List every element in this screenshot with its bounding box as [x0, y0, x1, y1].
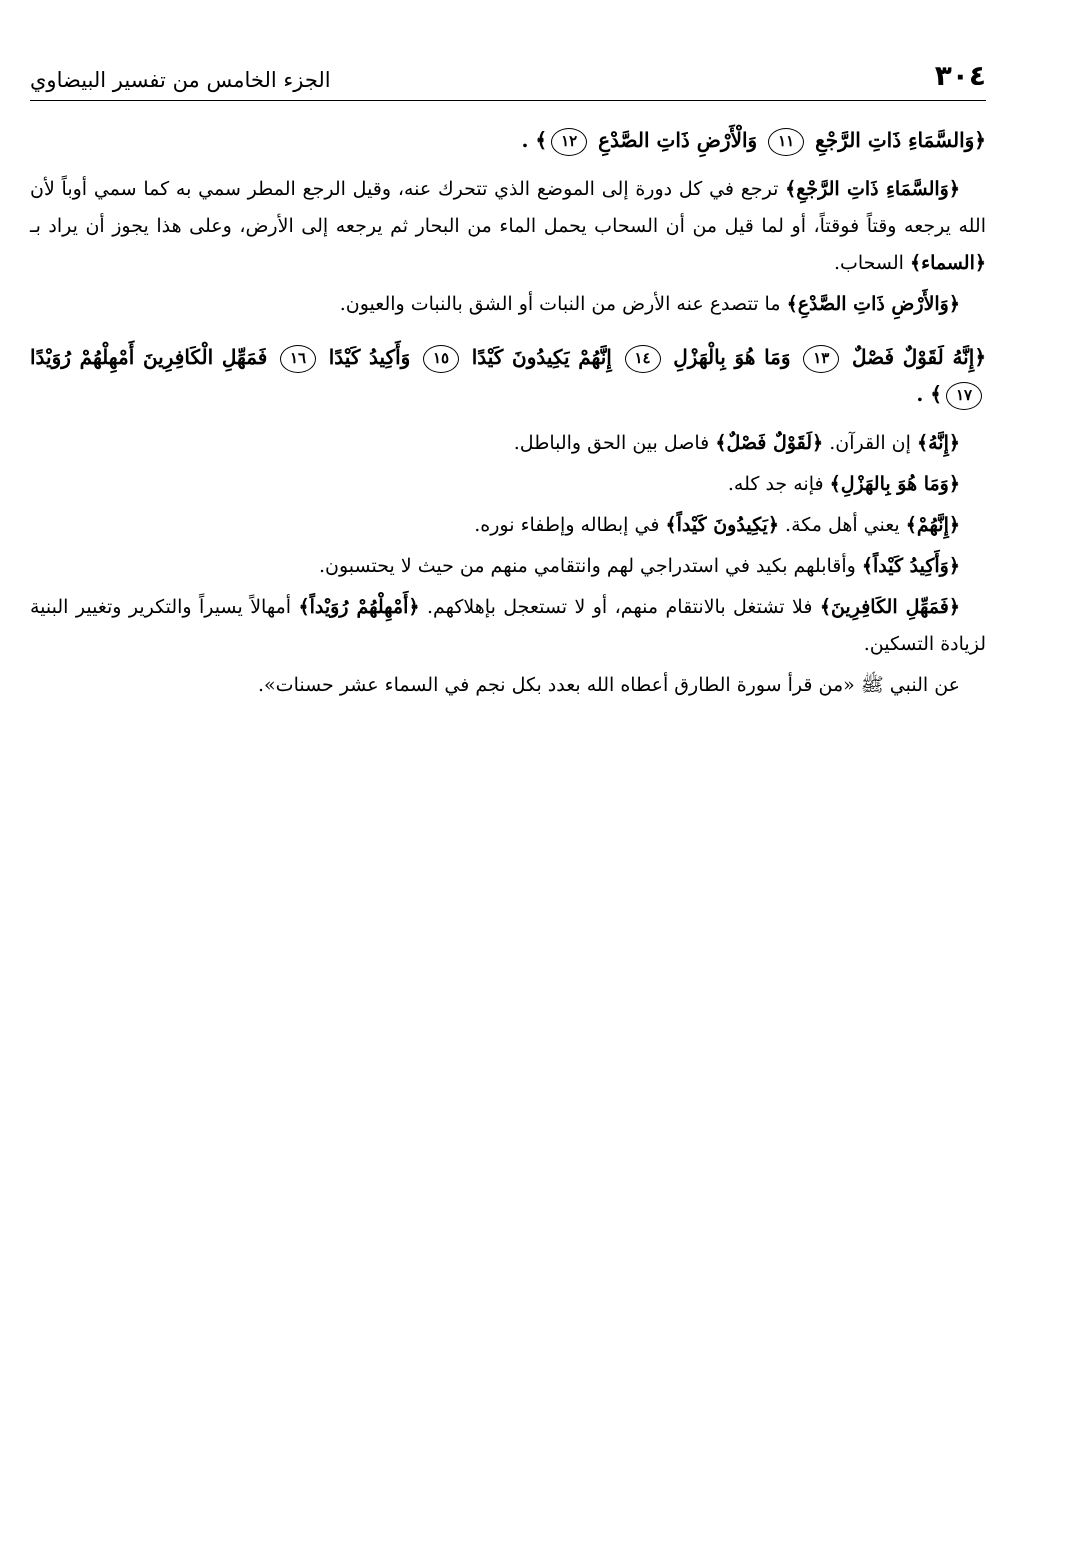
ayah-number-marker: ١٥: [423, 345, 459, 373]
quran-verses-11-12: [30, 122, 986, 159]
verse-text: إِنَّهُمْ يَكِيدُونَ كَيْدًا: [471, 345, 612, 369]
quoted-verse: ﴿أَمْهِلْهُمْ رُوَيْداً﴾: [298, 596, 420, 618]
quoted-verse: ﴿السماء﴾: [910, 252, 986, 274]
commentary-text: أمهالاً يسيراً والتكرير وتغيير البنية لزيادة التسكين.: [30, 596, 986, 655]
ayah-number-marker: ١٧: [946, 382, 982, 410]
page-number: ٣٠٤: [934, 59, 986, 92]
commentary-text: فاصل بين الحق والباطل.: [513, 432, 716, 454]
commentary-text: ما تتصدع عنه الأرض من النبات أو الشق بالنبات والعيون.: [339, 293, 787, 315]
commentary-paragraph: [30, 425, 986, 462]
quoted-verse: ﴿وَالسَّمَاءِ ذَاتِ الرَّجْعِ﴾: [785, 178, 960, 200]
quoted-verse: ﴿لَقَوْلٌ فَصْلٌ﴾: [715, 432, 824, 454]
commentary-paragraph: [30, 507, 986, 544]
hadith-paragraph: [30, 667, 986, 704]
verse-text: فَمَهِّلِ الْكَافِرِينَ أَمْهِلْهُمْ رُوَيْدًا: [30, 345, 268, 369]
quoted-verse: ﴿وَالأَرْضِ ذَاتِ الصَّدْعِ﴾: [786, 293, 960, 315]
quoted-verse: ﴿وَمَا هُوَ بِالهَزْلِ﴾: [829, 473, 960, 495]
commentary-paragraph: [30, 589, 986, 663]
verse-bracket-close: ﴾ .: [916, 382, 942, 406]
ayah-number-marker: ١١: [768, 128, 804, 156]
commentary-text: إن القرآن.: [823, 432, 917, 454]
commentary-text: فإنه جد كله.: [727, 473, 830, 495]
running-title: الجزء الخامس من تفسير البيضاوي: [30, 68, 331, 92]
commentary-text: السحاب.: [833, 252, 910, 274]
quoted-verse: ﴿إِنَّهُمْ﴾: [905, 514, 960, 536]
quoted-verse: ﴿وَأَكِيدُ كَيْداً﴾: [861, 555, 960, 577]
commentary-paragraph: [30, 286, 986, 323]
commentary-text: يعني أهل مكة.: [778, 514, 906, 536]
quoted-verse: ﴿إِنَّهُ﴾: [916, 432, 960, 454]
page-header: [30, 56, 986, 101]
verse-text: وَالْأَرْضِ ذَاتِ الصَّدْعِ: [598, 128, 758, 152]
verse-bracket-open: ﴿: [974, 345, 987, 369]
verse-text: إِنَّهُ لَقَوْلٌ فَصْلٌ: [851, 345, 975, 369]
ayah-number-marker: ١٣: [803, 345, 839, 373]
quoted-verse: ﴿يَكِيدُونَ كَيْداً﴾: [665, 514, 779, 536]
verse-bracket-open: ﴿: [974, 128, 986, 152]
page-body: [30, 118, 986, 708]
ayah-number-marker: ١٤: [625, 345, 661, 373]
ayah-number-marker: ١٢: [551, 128, 587, 156]
commentary-text: في إبطاله وإطفاء نوره.: [474, 514, 666, 536]
commentary-paragraph: [30, 548, 986, 585]
commentary-text: فلا تشتغل بالانتقام منهم، أو لا تستعجل بإهلاكهم.: [419, 596, 820, 618]
commentary-text: وأقابلهم بكيد في استدراجي لهم وانتقامي منهم من حيث لا يحتسبون.: [319, 555, 862, 577]
hadith-text: عن النبي ﷺ «من قرأ سورة الطارق أعطاه الله بعدد بكل نجم في السماء عشر حسنات».: [258, 674, 960, 696]
quran-verses-13-17: [30, 339, 986, 413]
verse-text: وَالسَّمَاءِ ذَاتِ الرَّجْعِ: [815, 128, 975, 152]
commentary-paragraph: [30, 171, 986, 282]
commentary-text: ترجع في كل دورة إلى الموضع الذي تتحرك عنه، وقيل الرجع المطر سمي به كما سمي أوباً لأن الله يرجعه وقتاً فوقتاً، أو لما قيل من أن السحاب يحمل الماء من البحار ثم يرجعه إلى الأرض، وعلى هذا يجوز أن يراد بـ: [30, 178, 986, 237]
verse-bracket-close: ﴾ .: [521, 128, 548, 152]
commentary-paragraph: [30, 466, 986, 503]
ayah-number-marker: ١٦: [280, 345, 316, 373]
quoted-verse: ﴿فَمَهِّلِ الكَافِرِينَ﴾: [819, 596, 960, 618]
verse-text: وَأَكِيدُ كَيْدًا: [328, 345, 411, 369]
verse-text: وَمَا هُوَ بِالْهَزْلِ: [673, 345, 791, 369]
